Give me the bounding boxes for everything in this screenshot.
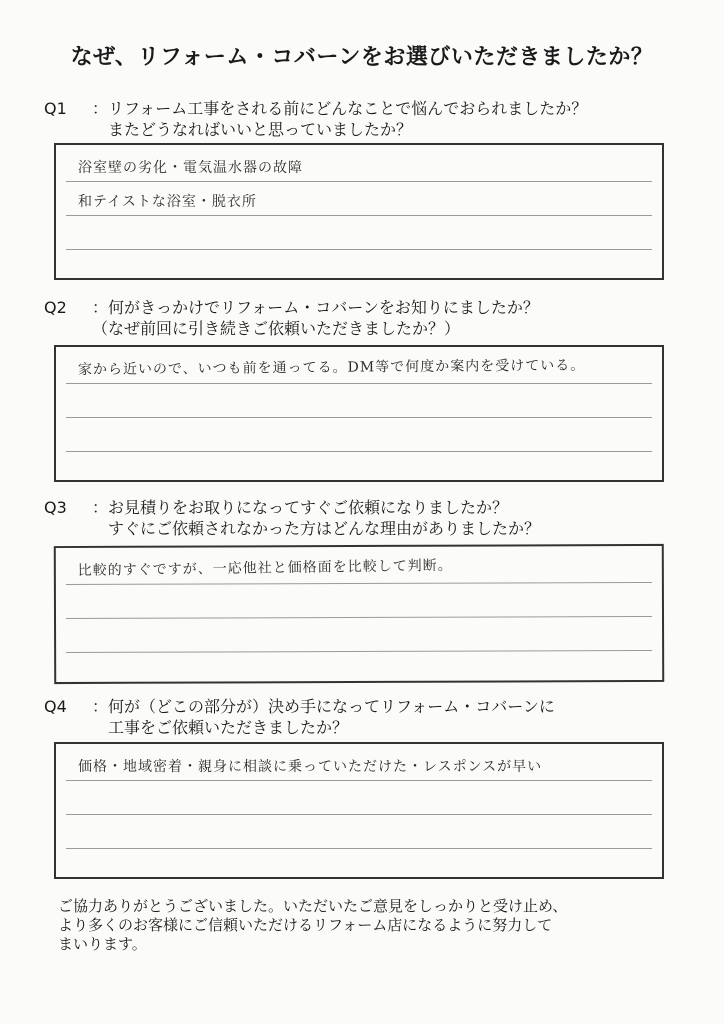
answer-box-1 — [54, 143, 664, 280]
question-text-line-1: ：何が（どこの部分が）決め手になってリフォーム・コバーンに — [92, 697, 555, 716]
ruled-line — [66, 814, 652, 815]
question-text-line-2: 工事をご依頼いただきましたか？ — [92, 718, 349, 737]
ruled-line — [66, 181, 652, 182]
question-number: Q3 — [44, 498, 67, 517]
closing-line: より多くのお客様にご信頼いただけるリフォーム店になるように努力して — [58, 916, 553, 934]
ruled-line — [66, 848, 652, 849]
closing-line: まいります。 — [58, 935, 147, 953]
question-text-line-1: ：何がきっかけでリフォーム・コバーンをお知りにましたか？ — [92, 298, 539, 317]
question-number: Q1 — [44, 99, 67, 118]
ruled-line — [66, 582, 652, 585]
page-title: なぜ、リフォーム・コバーンをお選びいただきましたか？ — [70, 45, 654, 70]
ruled-line — [66, 650, 652, 653]
ruled-line — [66, 417, 652, 418]
handwritten-answer: 価格・地域密着・親身に相談に乗っていただけた・レスポンスが早い — [78, 759, 543, 775]
ruled-line — [66, 215, 652, 216]
handwritten-answer: 家から近いので、いつも前を通ってる。DM等で何度か案内を受けている。 — [77, 357, 586, 379]
ruled-line — [66, 780, 652, 781]
handwritten-answer: 比較的すぐですが、一応他社と価格面を比較して判断。 — [77, 557, 453, 579]
question-text-line-2: すぐにご依頼されなかった方はどんな理由がありましたか？ — [92, 519, 541, 538]
ruled-line — [66, 383, 652, 384]
question-text-line-2: またどうなればいいと思っていましたか？ — [92, 120, 413, 139]
closing-line: ご協力ありがとうございました。いただいたご意見をしっかりと受け止め、 — [58, 897, 568, 915]
closing-message — [58, 897, 567, 954]
handwritten-answer: 和テイストな浴室・脱衣所 — [78, 194, 257, 210]
ruled-line — [66, 249, 652, 250]
question-text-line-1: ：リフォーム工事をされる前にどんなことで悩んでおられましたか？ — [92, 99, 588, 118]
question-text-line-2: （なぜ前回に引き続きご依頼いただきましたか？） — [92, 319, 461, 338]
answer-box-3 — [54, 544, 664, 684]
question-number: Q2 — [44, 298, 67, 317]
ruled-line — [66, 451, 652, 452]
answer-box-2 — [54, 345, 664, 482]
answer-box-4 — [54, 742, 664, 879]
question-text-line-1: ：お見積りをお取りになってすぐご依頼になりましたか？ — [92, 498, 509, 517]
ruled-line — [66, 616, 652, 619]
handwritten-answer: 浴室壁の劣化・電気温水器の故障 — [78, 160, 303, 176]
question-number: Q4 — [44, 697, 67, 716]
